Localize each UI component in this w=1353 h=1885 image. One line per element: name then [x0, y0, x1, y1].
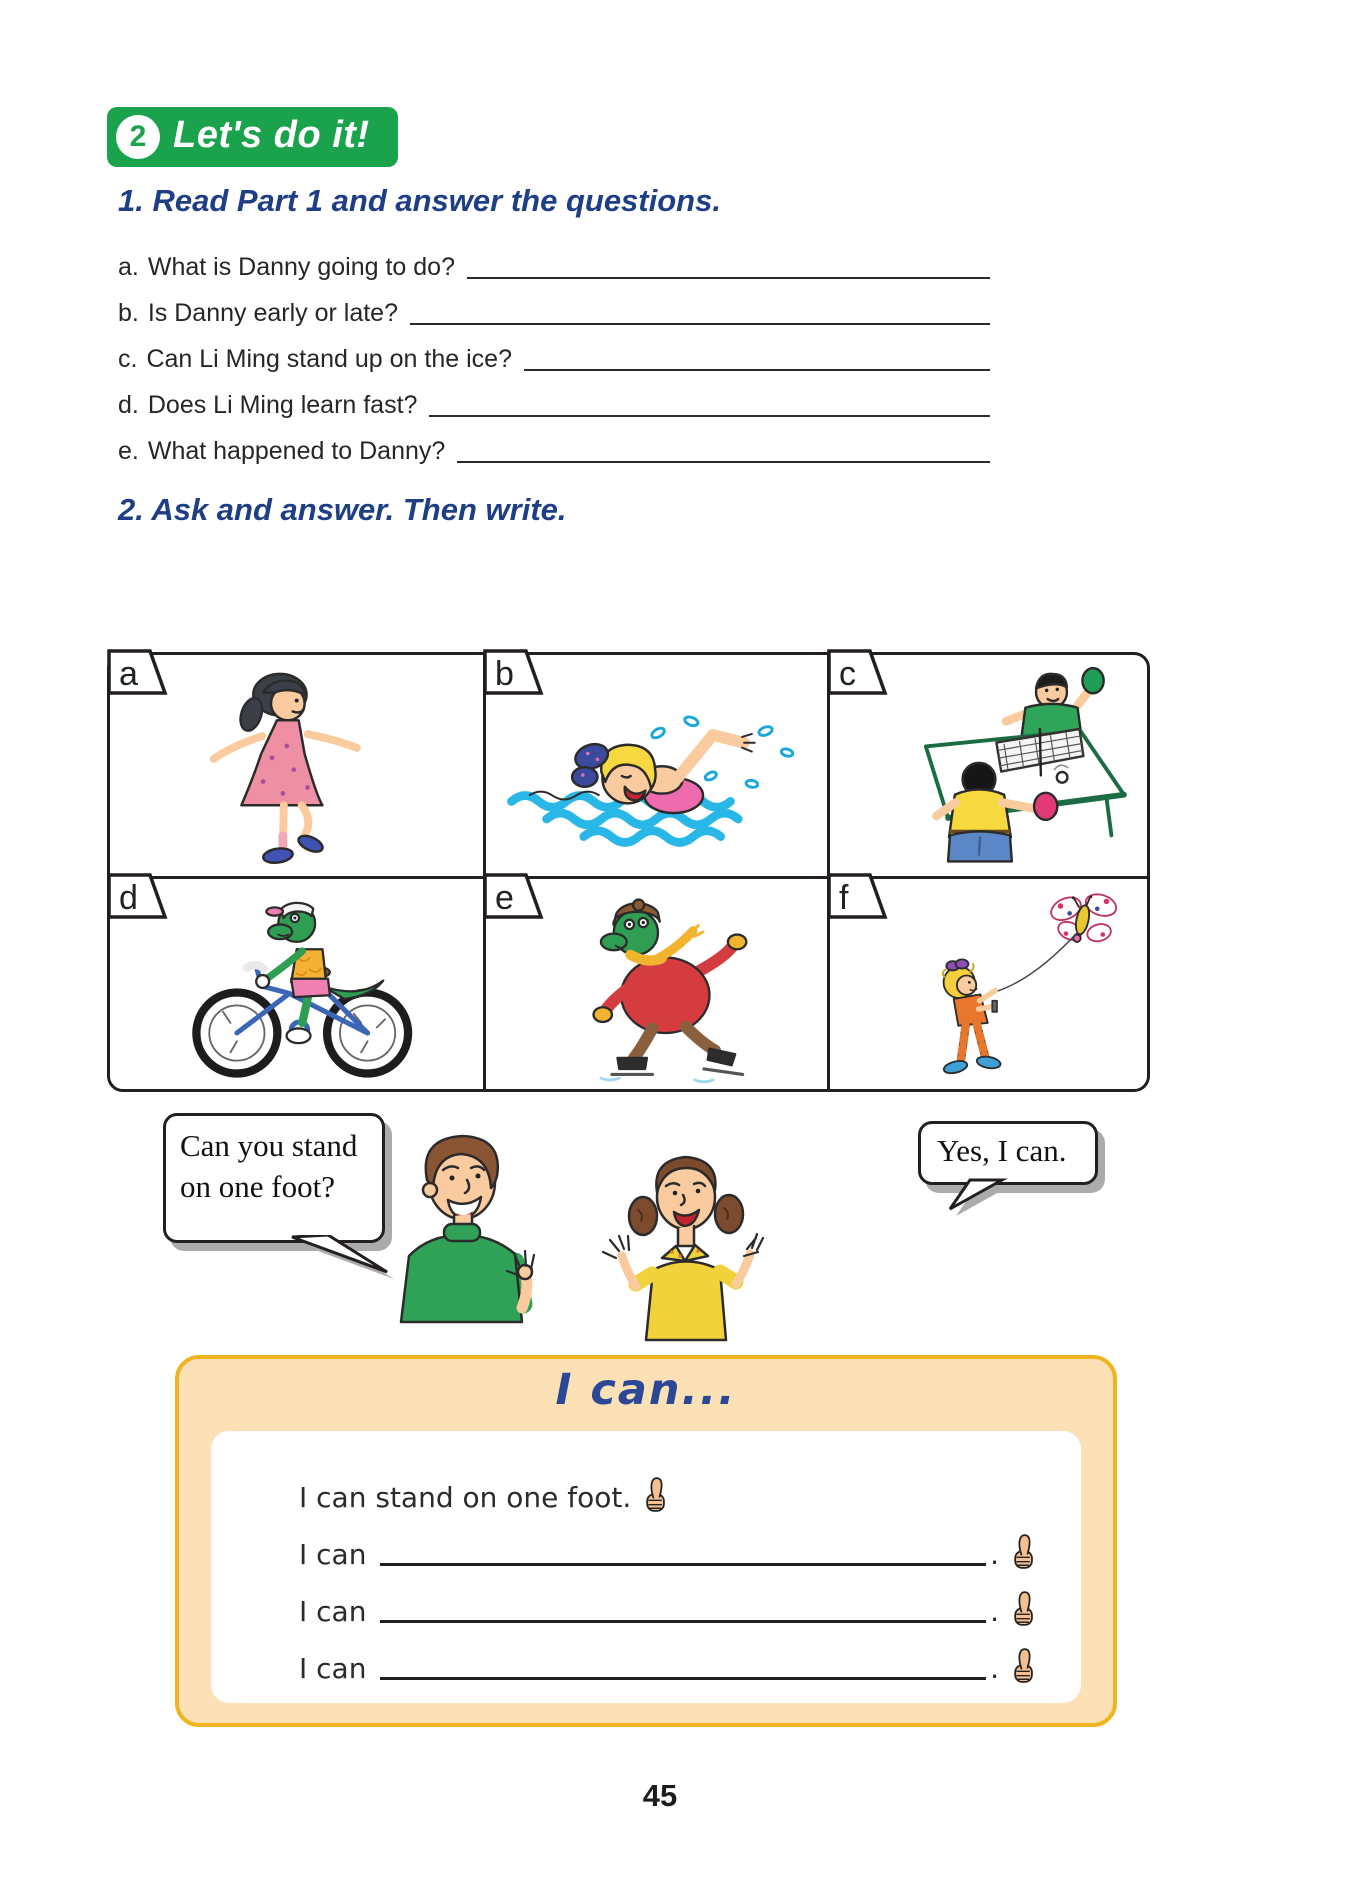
question-label: b.: [118, 299, 139, 328]
i-can-title: I can...: [555, 1365, 737, 1415]
question-text: Can Li Ming stand up on the ice?: [146, 345, 512, 374]
question-text: Is Danny early or late?: [147, 299, 398, 328]
cell-label-tab: [827, 649, 889, 697]
boy-figure: [375, 1122, 540, 1360]
question-text: What happened to Danny?: [147, 437, 446, 466]
question-list: [118, 236, 990, 466]
question-row-c: [118, 328, 990, 374]
i-can-prefix: I can: [299, 1594, 367, 1628]
i-can-blank-row: [299, 1628, 1039, 1685]
thumbs-up-icon: [641, 1474, 671, 1516]
answer-blank-line: [524, 369, 990, 371]
speech-bubble-tail: [938, 1178, 1014, 1220]
cell-label: d: [119, 878, 138, 917]
answer-blank-line: [467, 277, 990, 279]
period: .: [990, 1651, 999, 1685]
badge-number: 2: [116, 115, 160, 159]
cell-label-tab: [483, 649, 545, 697]
i-can-example-text: I can stand on one foot.: [299, 1480, 632, 1514]
cell-label-tab: [483, 873, 545, 921]
i-can-box: [175, 1355, 1117, 1727]
cell-label: f: [838, 878, 849, 917]
badge-label: Let's do it!: [173, 113, 370, 156]
question-label: e.: [118, 437, 139, 466]
write-blank-line: [380, 1620, 986, 1623]
question-label: a.: [118, 253, 139, 282]
answer-blank-line: [410, 323, 990, 325]
question-row-e: [118, 420, 990, 466]
page-number: 45: [642, 1778, 678, 1813]
i-can-prefix: I can: [299, 1651, 367, 1685]
question-row-a: [118, 236, 990, 282]
answer-speech-bubble: Yes, I can.: [918, 1121, 1098, 1185]
cell-label: c: [838, 655, 856, 693]
cell-label: e: [495, 878, 515, 917]
period: .: [990, 1594, 999, 1628]
question-text: What is Danny going to do?: [147, 253, 455, 282]
answer-blank-line: [429, 415, 990, 417]
thumbs-up-icon: [1009, 1531, 1039, 1573]
picture-grid: [107, 652, 1150, 1092]
question-label: d.: [118, 391, 139, 420]
question-row-d: [118, 374, 990, 420]
cell-label: b: [495, 655, 515, 693]
grid-cell-c: [830, 655, 1147, 879]
thumbs-up-icon: [1009, 1645, 1039, 1687]
i-can-blank-row: [299, 1514, 1039, 1571]
grid-cell-d: [110, 879, 486, 1089]
i-can-prefix: I can: [299, 1537, 367, 1571]
cell-label-tab: [827, 873, 889, 921]
girl-figure: [588, 1140, 783, 1360]
i-can-inner-panel: [211, 1431, 1081, 1703]
cell-label-tab: [107, 649, 169, 697]
answer-blank-line: [457, 461, 990, 463]
i-can-example-row: [299, 1457, 1039, 1514]
grid-cell-a: [110, 655, 486, 879]
cell-label: a: [119, 655, 138, 693]
i-can-blank-row: [299, 1571, 1039, 1628]
cell-label-tab: [107, 873, 169, 921]
section1-title: 1. Read Part 1 and answer the questions.: [118, 183, 721, 218]
write-blank-line: [380, 1563, 986, 1566]
grid-cell-b: [486, 655, 829, 879]
write-blank-line: [380, 1677, 986, 1680]
grid-cell-e: [486, 879, 829, 1089]
period: .: [990, 1537, 999, 1571]
question-text: Does Li Ming learn fast?: [147, 391, 418, 420]
thumbs-up-icon: [1009, 1588, 1039, 1630]
lets-do-it-badge: [107, 107, 398, 167]
question-row-b: [118, 282, 990, 328]
section2-title: 2. Ask and answer. Then write.: [118, 492, 567, 527]
grid-cell-f: [830, 879, 1147, 1089]
question-label: c.: [118, 345, 138, 374]
question-speech-bubble: Can you stand on one foot?: [163, 1113, 385, 1243]
